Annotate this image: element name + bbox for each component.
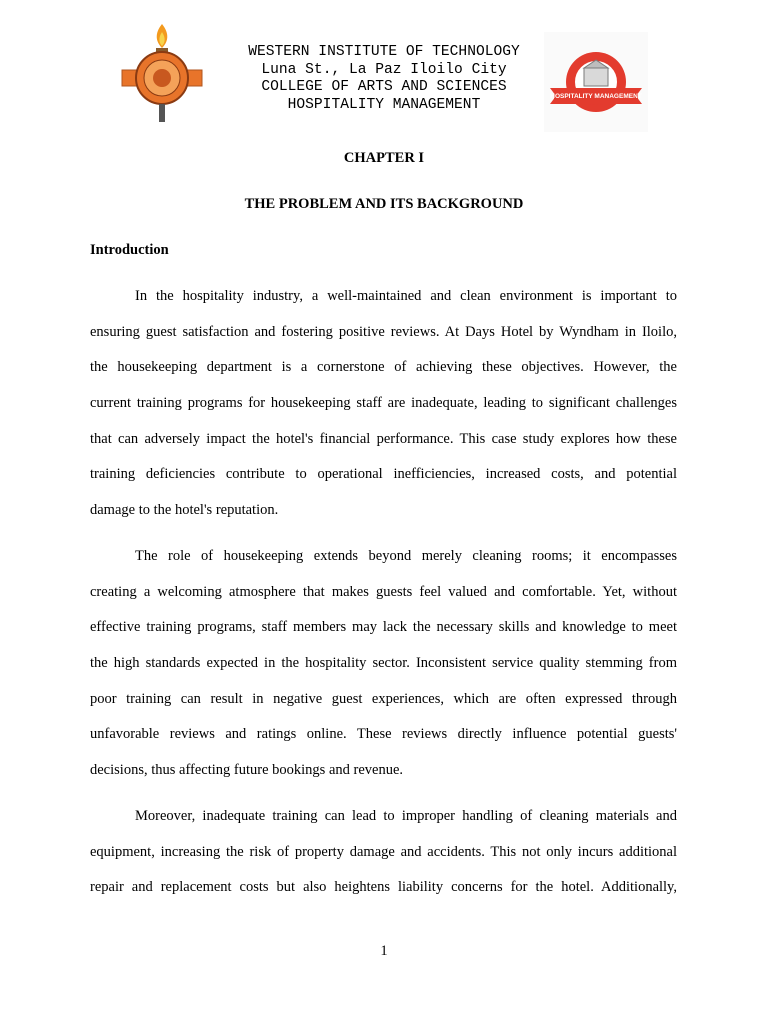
institute-torch-seal-icon <box>118 22 206 122</box>
paragraph-line: the high standards expected in the hospitality sector. Inconsistent service quality stemming from <box>90 655 677 672</box>
chapter-title: THE PROBLEM AND ITS BACKGROUND <box>244 196 524 212</box>
paragraph <box>90 808 677 915</box>
paragraph-line: effective training programs, staff members may lack the necessary skills and knowledge to meet <box>90 619 677 636</box>
page-number: 1 <box>380 943 388 959</box>
institution-header <box>214 44 554 114</box>
paragraph-line: Moreover, inadequate training can lead to improper handling of cleaning materials and <box>135 808 677 824</box>
badge-label: HOSPITALITY MANAGEMENT <box>550 93 642 100</box>
paragraph-line: damage to the hotel's reputation. <box>90 502 279 519</box>
paragraph-line: that can adversely impact the hotel's financial performance. This case study explores how these <box>90 430 677 447</box>
paragraph-line: The role of housekeeping extends beyond merely cleaning rooms; it encompasses <box>135 548 677 564</box>
paragraph-line: poor training can result in negative guest experiences, which are often expressed through <box>90 690 677 707</box>
paragraph <box>90 548 677 798</box>
paragraph-line: decisions, thus affecting future bookings and revenue. <box>90 762 404 779</box>
paragraph-line: In the hospitality industry, a well-maintained and clean environment is important to <box>135 288 677 304</box>
section-heading: Introduction <box>90 242 169 258</box>
paragraph-line: unfavorable reviews and ratings online. These reviews directly influence potential guests' <box>90 726 677 743</box>
institution-address: Luna St., La Paz Iloilo City <box>261 61 507 78</box>
paragraph-line: the housekeeping department is a cornerstone of achieving these objectives. However, the <box>90 359 677 376</box>
paragraph-line: repair and replacement costs but also heightens liability concerns for the hotel. Additionally, <box>90 879 677 896</box>
hospitality-management-badge-icon <box>544 32 648 132</box>
paragraph-line: training deficiencies contribute to operational inefficiencies, increased costs, and potential <box>90 466 677 483</box>
paragraph-line: equipment, increasing the risk of property damage and accidents. This not only incurs additional <box>90 843 677 860</box>
paragraph <box>90 288 677 538</box>
paragraph-line: current training programs for housekeeping staff are inadequate, leading to significant challenges <box>90 395 677 412</box>
institution-name: WESTERN INSTITUTE OF TECHNOLOGY <box>248 44 520 60</box>
chapter-heading: CHAPTER I <box>343 150 425 166</box>
department-name: HOSPITALITY MANAGEMENT <box>287 96 481 113</box>
paragraph-line: creating a welcoming atmosphere that makes guests feel valued and comfortable. Yet, without <box>90 583 677 600</box>
college-name: COLLEGE OF ARTS AND SCIENCES <box>261 79 507 96</box>
paragraph-line: ensuring guest satisfaction and fostering positive reviews. At Days Hotel by Wyndham in Iloilo, <box>90 323 677 340</box>
